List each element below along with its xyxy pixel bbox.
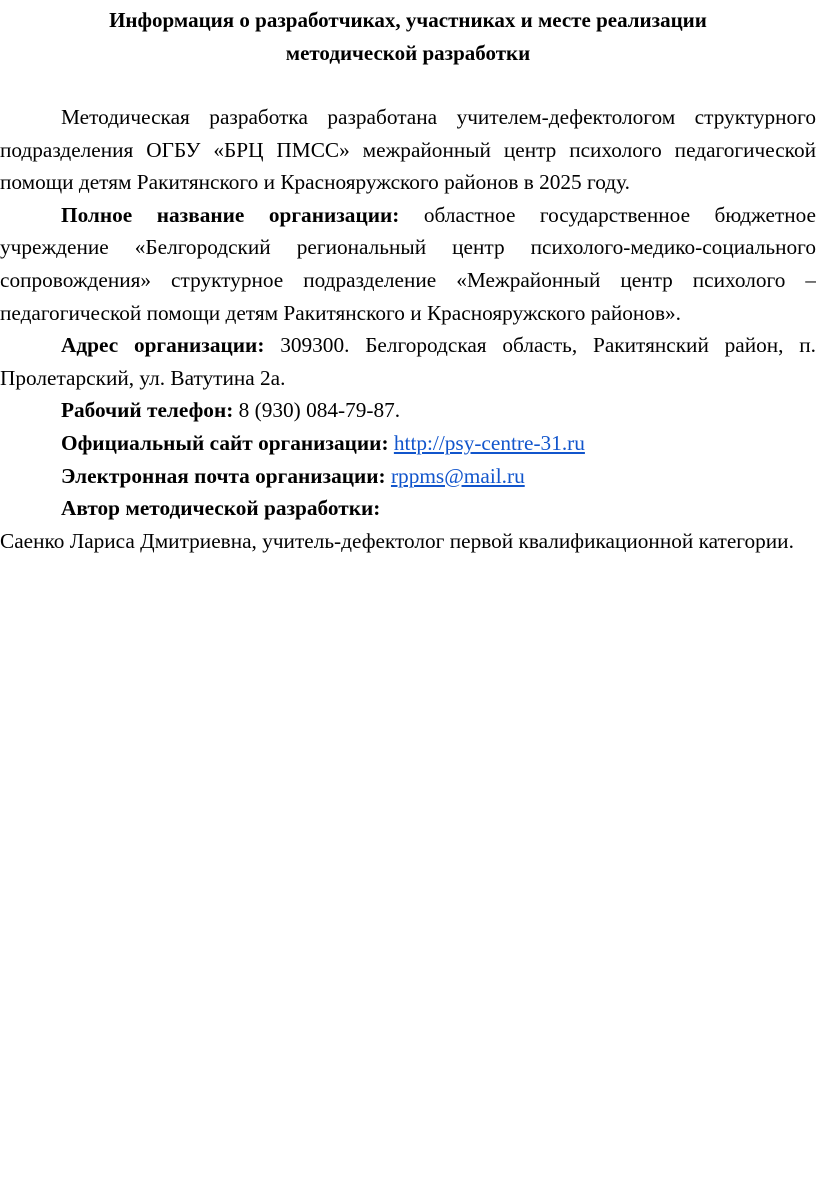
website-paragraph bbox=[0, 427, 816, 460]
address-paragraph bbox=[0, 329, 816, 394]
document-page bbox=[0, 0, 816, 557]
author-label: Автор методической разработки: bbox=[61, 496, 381, 521]
email-link[interactable]: rppms@mail.ru bbox=[390, 463, 525, 488]
website-label: Официальный сайт организации: bbox=[61, 430, 389, 455]
org-name-paragraph bbox=[0, 199, 816, 329]
phone-label: Рабочий телефон: bbox=[61, 398, 234, 423]
page-title bbox=[0, 4, 816, 70]
title-line-1: Информация о разработчиках, участниках и месте реализации bbox=[109, 8, 707, 32]
document-body bbox=[0, 101, 816, 557]
org-name-value: областное государственное бюджетное учреждение «Белгородский региональный центр психолого-медико-социального сопровождения» структурное подразделение «Межрайонный центр психолого – педагогической помощи детям Ракитянского и Краснояружского районов». bbox=[0, 202, 816, 325]
email-paragraph bbox=[0, 460, 816, 493]
phone-value: 8 (930) 084-79-87. bbox=[233, 398, 401, 423]
address-label: Адрес организации: bbox=[61, 333, 265, 358]
author-value-paragraph: Саенко Лариса Дмитриевна, учитель-дефектолог первой квалификационной категории. bbox=[0, 528, 794, 553]
address-value: 309300. Белгородская область, Ракитянский район, п. Пролетарский, ул. Ватутина 2а. bbox=[0, 333, 816, 390]
org-name-label: Полное название организации: bbox=[61, 202, 400, 227]
intro-paragraph: Методическая разработка разработана учителем-дефектологом структурного подразделения ОГБУ «БРЦ ПМСС» межрайонный центр психолого педагогической помощи детям Ракитянского и Краснояружского районов в 2025 году. bbox=[0, 105, 816, 195]
author-label-paragraph bbox=[0, 492, 816, 525]
website-link[interactable]: http://psy-centre-31.ru bbox=[393, 430, 585, 455]
phone-paragraph bbox=[0, 394, 816, 427]
title-line-2: методической разработки bbox=[285, 41, 531, 65]
email-label: Электронная почта организации: bbox=[61, 463, 386, 488]
